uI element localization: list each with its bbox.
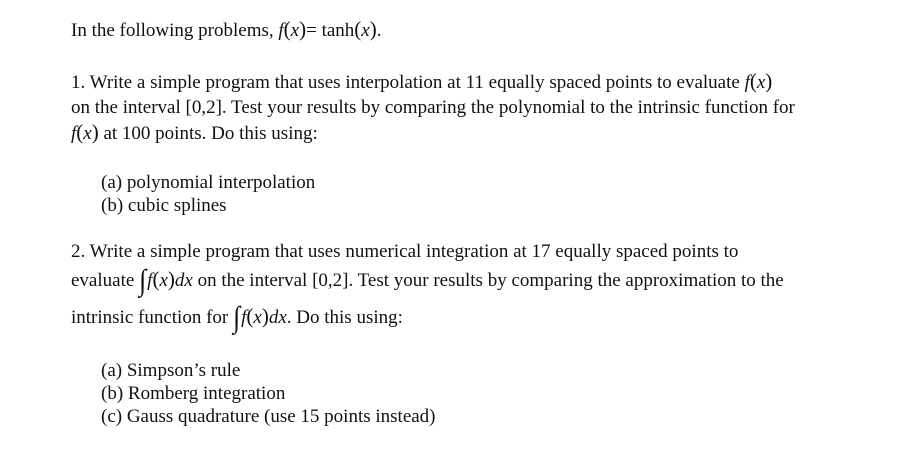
intro-prefix: In the following problems, <box>71 20 274 41</box>
problem2-line3 <box>71 300 403 335</box>
problem2-line2 <box>71 263 784 298</box>
problem1-line2-text: on the interval [0,2]. Test your results by comparing the polynomial to the intrinsic function for <box>71 97 795 118</box>
problem2-line3-prefix: intrinsic function for <box>71 307 229 328</box>
problem1-item-b: (b) cubic splines <box>101 195 227 216</box>
problem1-line1-text: 1. Write a simple program that uses interpolation at 11 equally spaced points to evaluate <box>71 72 740 93</box>
problem1-line1 <box>71 70 772 94</box>
problem2-item-a: (a) Simpson’s rule <box>101 360 241 381</box>
intro-x: x <box>361 20 370 41</box>
problem2-line3-text: . Do this using: <box>286 307 403 328</box>
problem2-line1-text: 2. Write a simple program that uses numerical integration at 17 equally spaced points to <box>71 241 739 262</box>
problem2-line2-prefix: evaluate <box>71 270 135 291</box>
problem2-line2-text: on the interval [0,2]. Test your results by comparing the approximation to the <box>197 270 784 291</box>
problem1-line3 <box>71 121 318 145</box>
intro-end: . <box>376 20 382 41</box>
problem2-line1 <box>71 241 738 263</box>
problem2-line2-integrand: f(x)dx <box>147 267 193 291</box>
problem2-item-b: (b) Romberg integration <box>101 383 286 404</box>
intro-equals: = <box>306 20 317 41</box>
problem1-line2 <box>71 97 795 119</box>
integral-sign: ∫ <box>139 263 147 298</box>
problem2-item-c: (c) Gauss quadrature (use 15 points instead) <box>101 406 436 427</box>
intro-tanh: tanh <box>321 20 355 41</box>
intro-function-f: f(x) <box>278 17 307 41</box>
problem1-line1-function: f(x) <box>744 69 773 93</box>
integral-sign: ∫ <box>233 300 241 335</box>
problem2-line3-integrand: f(x)dx <box>241 304 287 328</box>
problem1-line3-text: at 100 points. Do this using: <box>103 123 318 144</box>
problem1-line3-function: f(x) <box>71 120 99 144</box>
intro-line: In the following problems, f(x)= tanh(x). <box>71 17 382 41</box>
problem1-item-a: (a) polynomial interpolation <box>101 172 316 193</box>
